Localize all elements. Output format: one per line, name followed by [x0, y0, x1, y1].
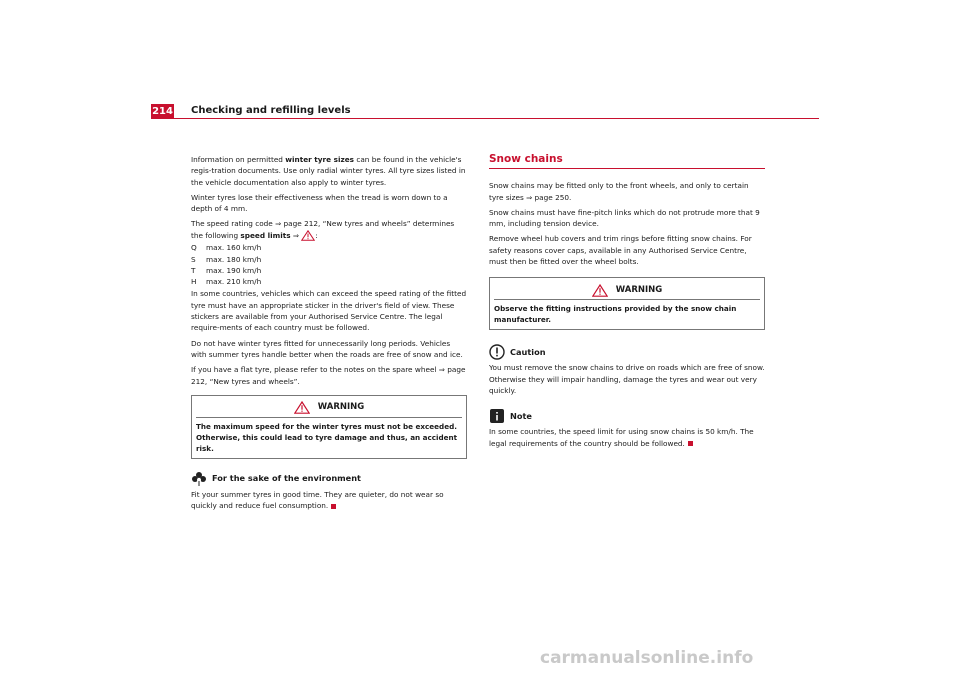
- page-number: 214: [152, 106, 173, 117]
- left-column: [191, 154, 467, 515]
- caution-text: You must remove the snow chains to drive on roads which are free of snow. Otherwise they will impair handling, damage the tyres and wear out very quickly.: [489, 363, 765, 395]
- warning-box: [489, 277, 765, 330]
- caution-header: Caution: [489, 344, 765, 360]
- watermark: carmanualsonline.info: [540, 648, 754, 668]
- warning-text: Observe the fitting instructions provided by the snow chain manufacturer.: [494, 304, 737, 325]
- speed-limit-row: H max. 210 km/h: [191, 277, 262, 287]
- speed-limit-row: S max. 180 km/h: [191, 254, 262, 264]
- warning-header: WARNING: [494, 281, 760, 300]
- speed-rating-paragraph: The speed rating code ⇒ page 212, “New tyres and wheels” determines the following speed limits ⇒ :: [191, 219, 455, 240]
- speed-sticker-paragraph: In some countries, vehicles which can exceed the speed rating of the fitted tyre must have an appropriate sticker in the driver's field of view. These stickers are available from your Authorised Service Centre. The legal require-ments of each country must be followed.: [191, 289, 467, 333]
- right-column: [489, 154, 765, 453]
- hub-covers-paragraph: Remove wheel hub covers and trim rings before fitting snow chains. For safety reasons cover caps, available in any Authorised Service Centre, must then be fitted over the wheel bolts.: [489, 234, 752, 267]
- note-text: In some countries, the speed limit for using snow chains is 50 km/h. The legal requirements of the country should be followed.: [489, 427, 754, 448]
- section-title: Checking and refilling levels: [191, 105, 351, 116]
- snow-chains-links-paragraph: Snow chains must have fine-pitch links which do not protrude more that 9 mm, including tension device.: [489, 207, 760, 229]
- header-rule: [174, 118, 819, 119]
- warning-triangle-icon: [592, 284, 608, 297]
- note-header: Note: [489, 408, 765, 424]
- end-of-section-mark: [331, 504, 336, 509]
- note-icon: [489, 408, 505, 424]
- speed-limit-row: T max. 190 km/h: [191, 265, 262, 275]
- warning-text: The maximum speed for the winter tyres must not be exceeded. Otherwise, this could lead to tyre damage and thus, an accident risk.: [196, 421, 458, 453]
- speed-limits-list: [191, 242, 467, 287]
- environment-header: For the sake of the environment: [191, 471, 467, 487]
- caution-icon: [489, 344, 505, 360]
- environment-icon: [191, 471, 207, 487]
- winter-tyre-period-paragraph: Do not have winter tyres fitted for unnecessarily long periods. Vehicles with summer tyres handle better when the roads are free of snow and ice.: [191, 338, 463, 359]
- environment-text: Fit your summer tyres in good time. They are quieter, do not wear so quickly and reduce fuel consumption.: [191, 489, 444, 511]
- winter-tyre-sizes-paragraph: Information on permitted winter tyre sizes can be found in the vehicle's regis-tration documents. Use only radial winter tyres. All tyre sizes listed in the vehicle documentation also apply to winter tyres.: [191, 155, 466, 187]
- snow-chains-heading: Snow chains: [489, 154, 765, 169]
- warning-header: WARNING: [196, 399, 462, 418]
- flat-tyre-paragraph: If you have a flat tyre, please refer to the notes on the spare wheel ⇒ page 212, “New tyres and wheels”.: [191, 365, 466, 386]
- snow-chains-fitting-paragraph: Snow chains may be fitted only to the front wheels, and only to certain tyre sizes ⇒ page 250.: [489, 181, 749, 202]
- warning-box: [191, 395, 467, 459]
- end-of-section-mark: [688, 441, 693, 446]
- tread-depth-paragraph: Winter tyres lose their effectiveness when the tread is worn down to a depth of 4 mm.: [191, 192, 448, 214]
- warning-icon: [301, 230, 315, 241]
- speed-limit-row: Q max. 160 km/h: [191, 243, 262, 253]
- warning-triangle-icon: [294, 401, 310, 414]
